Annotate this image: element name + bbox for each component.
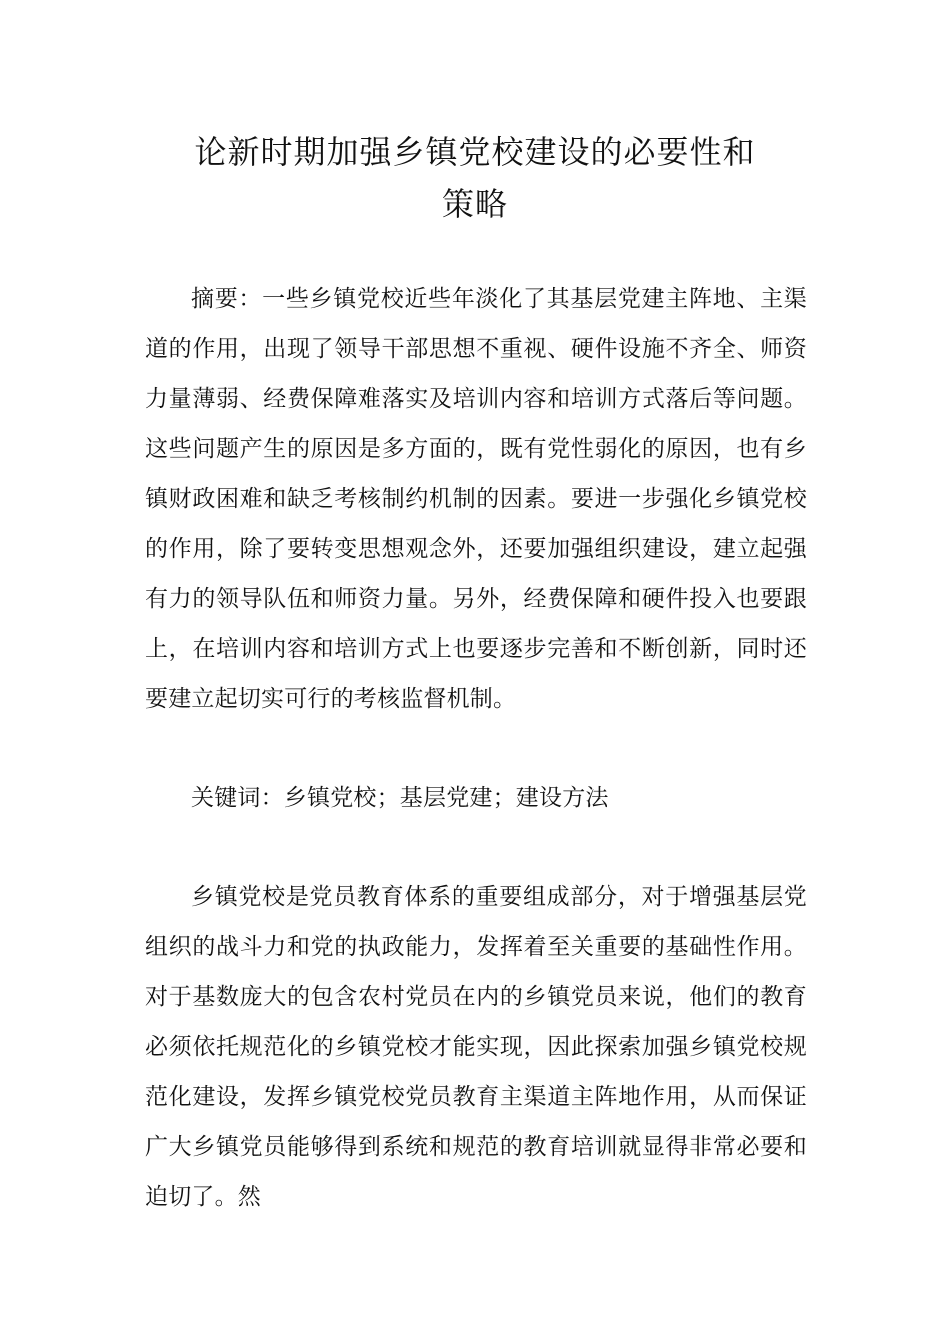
keywords-paragraph: 关键词：乡镇党校；基层党建；建设方法 xyxy=(191,785,609,811)
title-line-2: 策略 xyxy=(441,185,508,223)
document-title xyxy=(145,126,805,230)
abstract-paragraph: 摘要：一些乡镇党校近些年淡化了其基层党建主阵地、主渠道的作用，出现了领导干部思想不重视、硬件设施不齐全、师资力量薄弱、经费保障难落实及培训内容和培训方式落后等问题。这些问题产生的原因是多方面的，既有党性弱化的原因，也有乡镇财政困难和缺乏考核制约机制的因素。要进一步强化乡镇党校的作用，除了要转变思想观念外，还要加强组织建设，建立起强有力的领导队伍和师资力量。另外，经费保障和硬件投入也要跟上，在培训内容和培训方式上也要逐步完善和不断创新，同时还要建立起切实可行的考核监督机制。 xyxy=(145,286,807,712)
title-line-1: 论新时期加强乡镇党校建设的必要性和 xyxy=(194,133,756,171)
body-paragraph: 乡镇党校是党员教育体系的重要组成部分，对于增强基层党组织的战斗力和党的执政能力，发挥着至关重要的基础性作用。对于基数庞大的包含农村党员在内的乡镇党员来说，他们的教育必须依托规范化的乡镇党校才能实现，因此探索加强乡镇党校规范化建设，发挥乡镇党校党员教育主渠道主阵地作用，从而保证广大乡镇党员能够得到系统和规范的教育培训就显得非常必要和迫切了。然 xyxy=(145,884,807,1210)
